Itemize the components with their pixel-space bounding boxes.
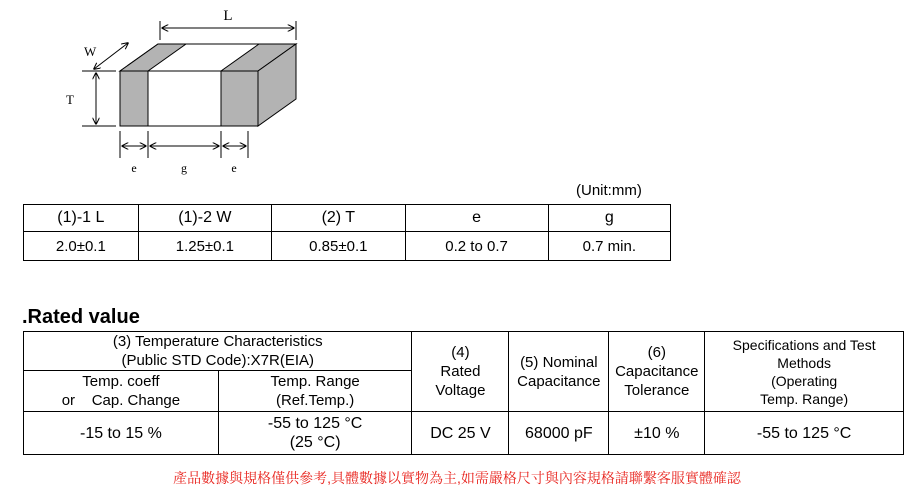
header-thickness: (2) T [272,205,405,232]
tolerance-header [609,332,705,412]
value-thickness: 0.85±0.1 [272,232,405,261]
temp-char-header [24,332,412,371]
header-width: (1)-2 W [138,205,271,232]
label-W: W [84,44,97,59]
disclaimer-notice: 產品數據與規格僅供參考,具體數據以實物為主,如需嚴格尺寸與內容規格請聯繫客服實體確認 [173,470,741,486]
dimensions-value-row [24,232,671,261]
label-e-right: e [231,161,237,175]
rated-header-row-1 [24,332,904,371]
temp-range-line2: (25 °C) [289,434,341,451]
voltage-line1: (4) [451,344,470,361]
range-line1: Temp. Range [270,373,360,390]
width-dimension [84,43,128,69]
temp-range-line1: -55 to 125 °C [267,415,363,432]
unit-label: (Unit:mm) [576,182,642,199]
spec-line2: Methods [777,354,831,371]
label-T: T [66,92,74,107]
voltage-header [412,332,509,412]
tolerance-line3: Tolerance [624,382,690,399]
value-length: 2.0±0.1 [24,232,139,261]
temp-range-header [218,371,412,412]
header-g: g [548,205,670,232]
capacitance-line2: Capacitance [517,372,601,390]
coeff-line1: Temp. coeff [82,373,160,390]
value-width: 1.25±0.1 [138,232,271,261]
spec-header [705,332,904,412]
header-e: e [405,205,548,232]
thickness-dimension [66,71,116,126]
voltage-value: DC 25 V [412,412,509,455]
dimensions-header-row [24,205,671,232]
terminal-dimensions [120,131,248,175]
capacitance-line1: (5) Nominal [520,353,598,371]
spec-line4: Temp. Range) [760,390,849,407]
range-line2: (Ref.Temp.) [275,392,355,409]
capacitance-value: 68000 pF [509,412,609,455]
tolerance-value: ±10 % [609,412,705,455]
temp-char-line2: (Public STD Code):X7R(EIA) [121,352,315,369]
label-e-left: e [131,161,137,175]
rated-value-table [23,331,904,455]
dimensions-table [23,204,671,261]
header-length: (1)-1 L [24,205,139,232]
value-e: 0.2 to 0.7 [405,232,548,261]
voltage-line3: Voltage [435,382,486,399]
tolerance-line1: (6) [647,344,666,361]
cap-change-header [24,371,219,412]
temp-range-value [218,412,412,455]
voltage-line2: Rated [440,363,481,380]
coeff-line2: or Cap. Change [61,392,181,409]
value-g: 0.7 min. [548,232,670,261]
operating-range-value: -55 to 125 °C [705,412,904,455]
cap-change-value: -15 to 15 % [24,412,219,455]
chip-dimension-diagram [0,0,330,185]
label-L: L [223,8,233,24]
capacitance-header [509,332,609,412]
spec-line1: Specifications and Test [732,336,876,353]
tolerance-line2: Capacitance [615,363,699,380]
rated-value-row [24,412,904,455]
chip-body [120,44,296,126]
spec-line3: (Operating [771,372,838,389]
length-dimension [160,8,296,40]
label-g: g [181,161,187,175]
rated-value-title: .Rated value [22,306,140,328]
temp-char-line1: (3) Temperature Characteristics [112,333,323,350]
